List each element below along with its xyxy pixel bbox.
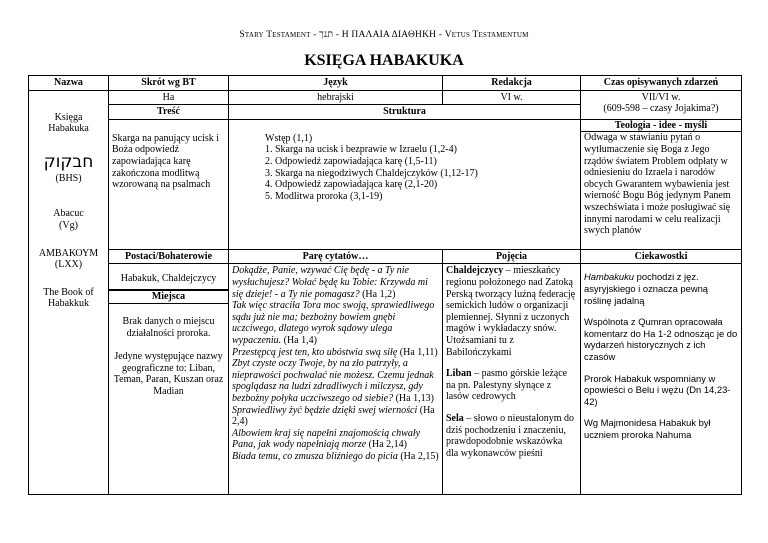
tresc-header: Treść: [109, 105, 229, 120]
czas-value: VII/VI w. (609-598 – czasy Jojakima?): [581, 90, 742, 119]
ciekawostki-header: Ciekawostki: [581, 249, 742, 264]
miejsca-cell: [109, 290, 229, 495]
teologia-header: Teologia - idee - myśli: [581, 120, 741, 133]
miejsca-places: Jedyne występujące nazwy geograficzne to: Liban, Teman, Paran, Kuszan oraz Madian: [113, 351, 224, 397]
col-header-redakcja: Redakcja: [443, 76, 581, 91]
struktura-content: [229, 119, 581, 249]
miejsca-note: Brak danych o miejscu działalności proroka.: [122, 315, 215, 339]
quote-item: Albowiem kraj się napełni znajomością chwały Pana, jak wody napełniają morze (Ha 2,14): [232, 427, 421, 451]
name-vulgate: Abacuc (Vg): [53, 208, 84, 231]
quote-item: Tak więc straciła Tora moc swoją, sprawiedliwego sądu już nie ma; bezbożny bowiem gnębi uczciwego, dlatego wyrok sądowy ulega wypaczeniu. (Ha 1,4): [232, 300, 435, 346]
miejsca-header: Miejsca: [109, 290, 228, 304]
skrot-value: Ha: [109, 90, 229, 105]
header-greek: Η ΠΑΛΑΙΑ ΔΙΑΘΗΚΗ: [341, 30, 437, 40]
struktura-item: 4. Odpowiedź zapowiadająca karę (2,1-20): [265, 179, 438, 191]
ciekawostki-content: [581, 264, 742, 495]
name-polish: Księga Habakuka: [48, 111, 89, 135]
name-bhs: (BHS): [55, 172, 82, 184]
term-item: Liban – pasmo górskie leżące na pn. Palestyny słynące z lasów cedrowych: [446, 368, 568, 403]
col-header-skrot: Skrót wg BT: [109, 76, 229, 91]
term-item: Sela – słowo o nieustalonym do dziś pochodzeniu i znaczeniu, prawdopodobnie wskazówka dla wykonawców pieśni: [446, 412, 575, 459]
teologia-content: Odwaga w stawianiu pytań o wytłumaczenie się Boga z Jego rządów światem Problem odpłaty w odniesieniu do Izraela i narodów obcych Gwarantem wybawienia jest wierność Bogu Bóg jedynym Panem wszechświata i może posługiwać się innymi narodami w celu realizacji swych planów: [584, 132, 731, 237]
struktura-item: Wstęp (1,1): [265, 132, 313, 144]
col-header-nazwa: Nazwa: [29, 76, 109, 91]
book-summary-table: [28, 75, 742, 495]
postaci-header: Postaci/Bohaterowie: [109, 249, 229, 264]
teologia-cell: [581, 119, 742, 249]
names-cell: [29, 90, 109, 494]
pojecia-content: [443, 264, 581, 495]
col-header-czas: Czas opisywanych zdarzeń: [581, 76, 742, 91]
pojecia-header: Pojęcia: [443, 249, 581, 264]
trivia-item: Wg Majmonidesa Habakuk był uczniem proroka Nahuma: [584, 417, 711, 440]
quote-item: Dokądże, Panie, wzywać Cię będę - a Ty nie wysłuchujesz? Wołać będę ku Tobie: Krzywda mi się dzieje! - a Ty nie pomagasz? (Ha 1,2): [232, 265, 428, 300]
struktura-item: 5. Modlitwa proroka (3,1-19): [265, 190, 383, 202]
page-header: [0, 30, 768, 40]
term-item: Chaldejczycy – mieszkańcy regionu położonego nad Zatoką Perską tworzący luźną federację semickich ludów o organizacji plemiennej. Słynni z uczonych magów i wykładaczy snów. Utożsamiani tu z Babilończykami: [446, 265, 576, 358]
quote-item: Biada temu, co zmusza bliźniego do picia (Ha 2,15): [232, 450, 439, 462]
header-separator: -: [436, 30, 445, 40]
header-separator: -: [333, 30, 342, 40]
trivia-item: Hambakuku pochodzi z jęz. asyryjskiego i oznacza pewną roślinę jadalną: [584, 271, 709, 306]
jezyk-value: hebrajski: [229, 90, 443, 105]
name-hebrew: חבקוק: [43, 151, 94, 172]
struktura-header: Struktura: [229, 105, 581, 120]
quote-item: Sprawiedliwy żyć będzie dzięki swej wierności (Ha 2,4): [232, 404, 435, 428]
struktura-item: 1. Skarga na ucisk i bezprawie w Izraelu (1,2-4): [265, 144, 457, 156]
name-septuagint: ΑΜΒΑΚΟΥΜ (LXX): [38, 247, 99, 271]
quote-item: Zbyt czyste oczy Twoje, by na zło patrzyły, a nieprawości pochwalać nie możesz. Czemu jednak spoglądasz na ludzi zdradliwych i milczysz, gdy bezbożny połyka uczciwszego od siebie? (Ha 1,13): [232, 358, 434, 404]
header-latin: Vetus Testamentum: [444, 30, 529, 40]
header-tanakh: תנך: [319, 30, 334, 40]
cytaty-content: [229, 264, 443, 495]
quote-item: Przestępcą jest ten, kto ubóstwia swą siłę (Ha 1,11): [232, 346, 438, 358]
struktura-item: 3. Skarga na niegodziwych Chaldejczyków (1,12-17): [265, 167, 478, 179]
cytaty-header: Parę cytatów…: [229, 249, 443, 264]
tresc-content: Skarga na panujący ucisk i Boża odpowiedź zapowiadająca karę zakończona modlitwą wzorowaną na psalmach: [109, 119, 229, 249]
postaci-content: Habakuk, Chaldejczycy: [109, 264, 229, 290]
name-english: The Book of Habakkuk: [43, 286, 94, 310]
col-header-jezyk: Język: [229, 76, 443, 91]
trivia-item: Wspólnota z Qumran opracowała komentarz do Ha 1-2 odnosząc je do wydarzeń historycznych z ich czasów: [584, 316, 738, 362]
header-old-testament: Stary Testament: [239, 30, 311, 40]
page-title: KSIĘGA HABAKUKA: [304, 52, 464, 69]
trivia-item: Prorok Habakuk wspomniany w opowieści o Belu i wężu (Dn 14,23-42): [584, 372, 731, 407]
struktura-item: 2. Odpowiedź zapowiadająca karę (1,5-11): [265, 155, 437, 167]
redakcja-value: VI w.: [443, 90, 581, 105]
header-separator: -: [310, 30, 320, 40]
